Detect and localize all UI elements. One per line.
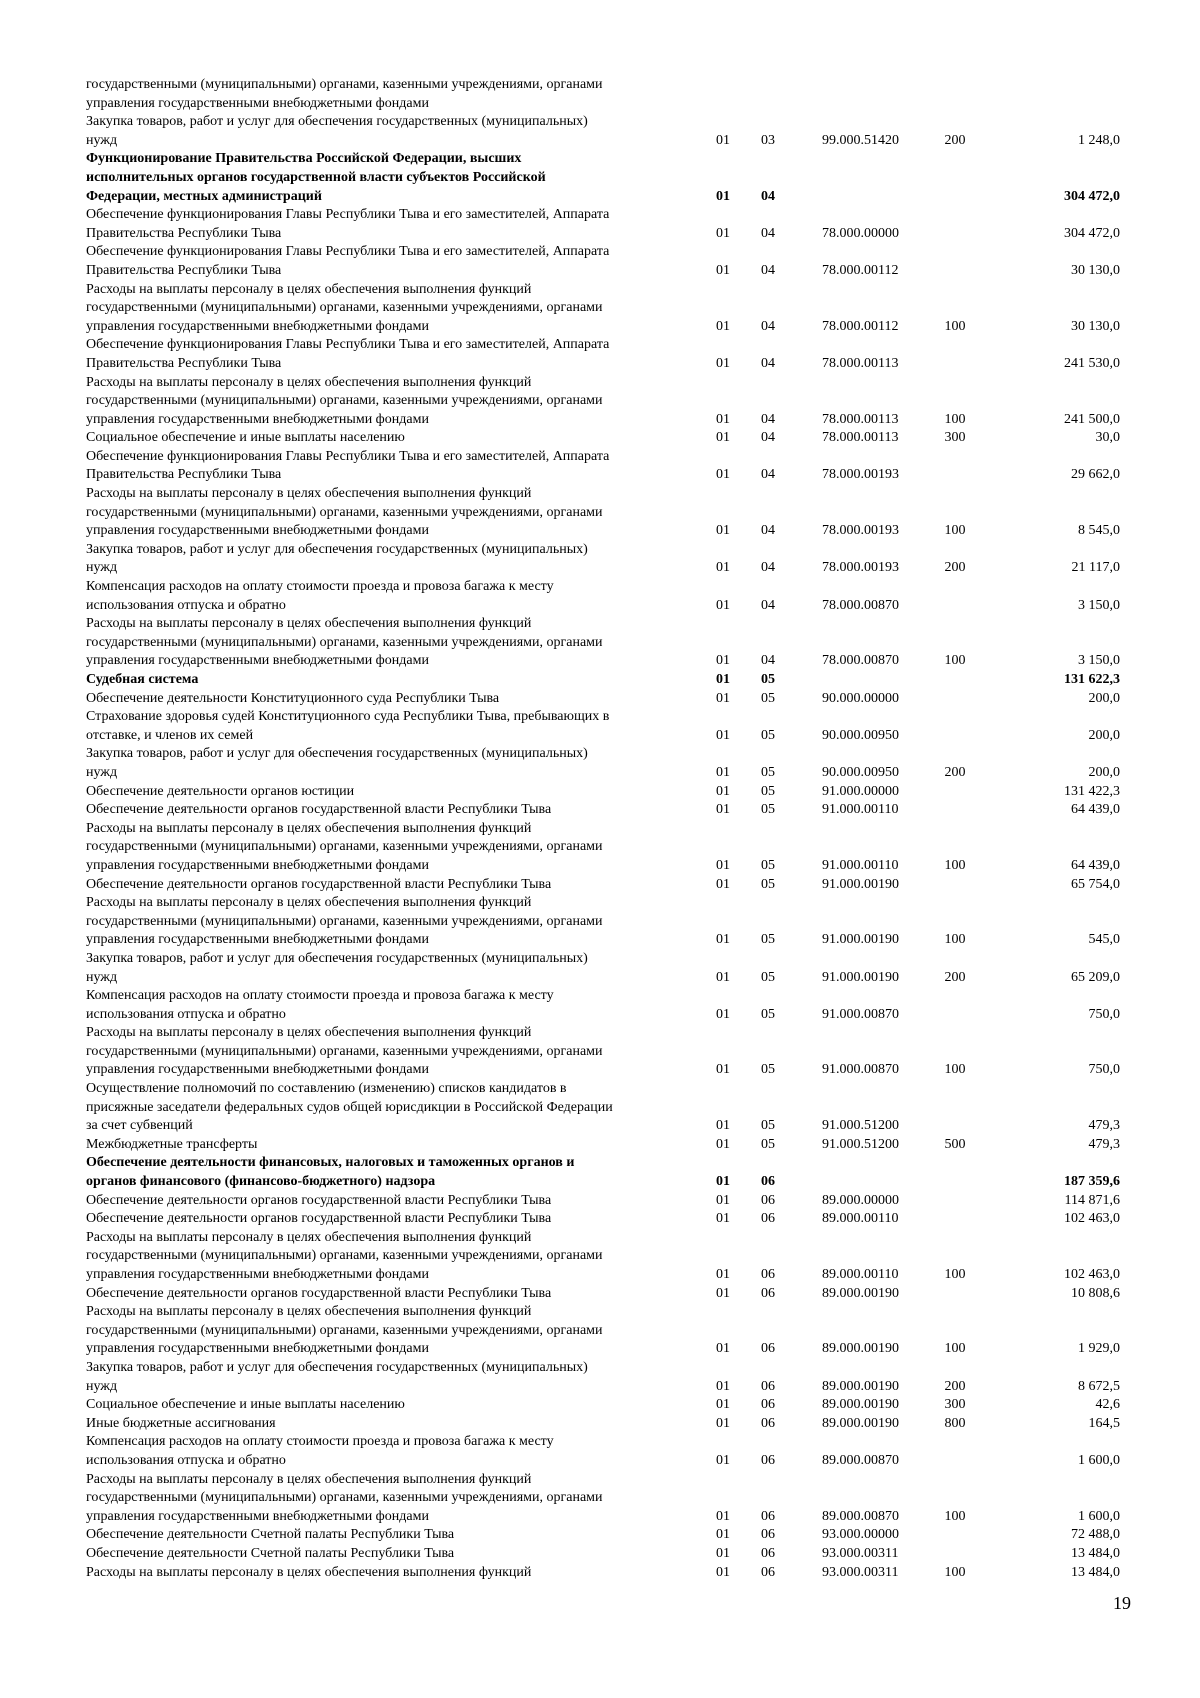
table-row — [86, 987, 1120, 1024]
row-name: Обеспечение деятельности органов государственной власти Республики Тыва — [86, 1211, 552, 1227]
row-expense-type: 200 — [944, 764, 966, 780]
row-subsection-code: 06 — [761, 1397, 775, 1413]
row-name: Обеспечение деятельности органов государственной власти Республики Тыва — [86, 1285, 552, 1301]
row-section-code: 01 — [716, 1341, 730, 1357]
row-name: Расходы на выплаты персоналу в целях обеспечения выполнения функций государственными (муниципальными) органами, казенными учреждениями, органами управления государственными внебюджетными фондами — [86, 820, 603, 873]
row-name: Расходы на выплаты персоналу в целях обеспечения выполнения функций государственными (муниципальными) органами, казенными учреждениями, органами управления государственными внебюджетными фондами — [86, 895, 603, 948]
row-target-article: 78.000.00870 — [822, 653, 899, 669]
row-section-code: 01 — [716, 1527, 730, 1543]
row-target-article: 89.000.00870 — [822, 1452, 899, 1468]
row-expense-type: 100 — [944, 1508, 966, 1524]
row-section-code: 01 — [716, 1452, 730, 1468]
table-row — [86, 690, 1120, 709]
row-amount: 13 484,0 — [1071, 1564, 1120, 1580]
row-section-code: 01 — [716, 1285, 730, 1301]
row-expense-type: 100 — [944, 1267, 966, 1282]
row-subsection-code: 06 — [761, 1192, 775, 1208]
row-section-code: 01 — [716, 1211, 730, 1227]
row-target-article: 89.000.00190 — [822, 1378, 899, 1394]
row-name: государственными (муниципальными) органами, казенными учреждениями, органами управления государственными внебюджетными фондами — [86, 77, 603, 111]
row-amount: 3 150,0 — [1078, 653, 1120, 669]
row-subsection-code: 05 — [761, 969, 775, 985]
row-target-article: 78.000.00113 — [822, 430, 899, 446]
row-amount: 8 672,5 — [1078, 1378, 1120, 1394]
table-row — [86, 281, 1120, 337]
row-subsection-code: 04 — [761, 318, 775, 334]
row-amount: 42,6 — [1095, 1397, 1120, 1413]
table-row — [86, 578, 1120, 615]
row-target-article: 91.000.00870 — [822, 1006, 899, 1022]
row-section-code: 01 — [716, 672, 730, 687]
table-row — [86, 708, 1120, 745]
row-expense-type: 100 — [944, 1564, 966, 1580]
table-row — [86, 1564, 1120, 1583]
row-name: Обеспечение деятельности финансовых, налоговых и таможенных органов и органов финансового (финансово-бюджетного) надзора — [86, 1155, 575, 1190]
table-row — [86, 615, 1120, 671]
table-row — [86, 429, 1120, 448]
row-section-code: 01 — [716, 467, 730, 483]
row-expense-type: 100 — [944, 318, 966, 334]
row-target-article: 93.000.00311 — [822, 1564, 899, 1580]
table-row — [86, 374, 1120, 430]
table-row — [86, 950, 1120, 987]
row-name: Обеспечение функционирования Главы Республики Тыва и его заместителей, Аппарата Правительства Республики Тыва — [86, 448, 610, 483]
row-section-code: 01 — [716, 876, 730, 892]
row-target-article: 93.000.00311 — [822, 1545, 899, 1561]
row-subsection-code: 06 — [761, 1174, 775, 1190]
row-amount: 187 359,6 — [1064, 1174, 1120, 1190]
row-amount: 29 662,0 — [1071, 467, 1120, 483]
row-subsection-code: 06 — [761, 1527, 775, 1543]
row-target-article: 89.000.00000 — [822, 1192, 899, 1208]
row-expense-type: 100 — [944, 411, 966, 427]
row-name: Расходы на выплаты персоналу в целях обеспечения выполнения функций государственными (муниципальными) органами, казенными учреждениями, органами управления государственными внебюджетными фондами — [86, 486, 603, 539]
row-name: Обеспечение деятельности Конституционного суда Республики Тыва — [86, 690, 500, 706]
table-row — [86, 820, 1120, 876]
row-amount: 750,0 — [1088, 1062, 1120, 1078]
row-amount: 164,5 — [1088, 1415, 1120, 1431]
row-subsection-code: 04 — [761, 355, 775, 371]
row-subsection-code: 04 — [761, 411, 775, 427]
row-name: Обеспечение деятельности органов государственной власти Республики Тыва — [86, 802, 552, 818]
row-name: Обеспечение деятельности органов государственной власти Республики Тыва — [86, 1192, 552, 1208]
row-amount: 65 754,0 — [1071, 876, 1120, 892]
row-amount: 30,0 — [1095, 430, 1120, 446]
row-target-article: 91.000.51200 — [822, 1136, 899, 1152]
row-section-code: 01 — [716, 411, 730, 427]
row-amount: 479,3 — [1088, 1136, 1120, 1152]
row-subsection-code: 04 — [761, 225, 775, 241]
row-name: Социальное обеспечение и иные выплаты населению — [86, 1397, 405, 1413]
table-row — [86, 1433, 1120, 1470]
row-section-code: 01 — [716, 262, 730, 278]
row-subsection-code: 06 — [761, 1508, 775, 1524]
row-target-article: 78.000.00112 — [822, 262, 899, 278]
row-target-article: 91.000.51200 — [822, 1118, 899, 1134]
row-subsection-code: 05 — [761, 1136, 775, 1152]
row-subsection-code: 04 — [761, 523, 775, 539]
row-target-article: 91.000.00190 — [822, 876, 899, 892]
row-target-article: 89.000.00110 — [822, 1211, 899, 1227]
row-section-code: 01 — [716, 1062, 730, 1078]
row-name: Иные бюджетные ассигнования — [86, 1415, 276, 1431]
row-subsection-code: 04 — [761, 467, 775, 483]
table-row — [86, 541, 1120, 578]
row-target-article: 91.000.00110 — [822, 857, 899, 873]
row-target-article: 89.000.00190 — [822, 1397, 899, 1413]
row-expense-type: 100 — [944, 932, 966, 948]
row-target-article: 90.000.00000 — [822, 690, 899, 706]
row-subsection-code: 04 — [761, 597, 775, 613]
row-subsection-code: 06 — [761, 1378, 775, 1394]
row-amount: 64 439,0 — [1071, 802, 1120, 818]
row-amount: 545,0 — [1088, 932, 1120, 948]
table-row — [86, 243, 1120, 280]
row-target-article: 78.000.00113 — [822, 355, 899, 371]
row-expense-type: 200 — [944, 969, 966, 985]
row-section-code: 01 — [716, 188, 730, 204]
row-subsection-code: 05 — [761, 690, 775, 706]
row-expense-type: 800 — [944, 1415, 966, 1431]
table-row — [86, 1192, 1120, 1211]
row-section-code: 01 — [716, 802, 730, 818]
row-target-article: 78.000.00193 — [822, 523, 899, 539]
row-subsection-code: 06 — [761, 1415, 775, 1431]
row-subsection-code: 04 — [761, 560, 775, 576]
row-amount: 3 150,0 — [1078, 597, 1120, 613]
row-section-code: 01 — [716, 597, 730, 613]
row-target-article: 91.000.00870 — [822, 1062, 899, 1078]
row-amount: 241 530,0 — [1064, 355, 1120, 371]
row-amount: 131 622,3 — [1064, 672, 1120, 687]
row-subsection-code: 05 — [761, 857, 775, 873]
table-row — [86, 336, 1120, 373]
table-row — [86, 1303, 1120, 1359]
row-amount: 102 463,0 — [1064, 1211, 1120, 1227]
row-amount: 102 463,0 — [1064, 1267, 1120, 1282]
row-amount: 1 248,0 — [1078, 132, 1120, 148]
row-amount: 200,0 — [1088, 727, 1120, 743]
row-target-article: 78.000.00193 — [822, 467, 899, 483]
row-name: Расходы на выплаты персоналу в целях обеспечения выполнения функций — [86, 1564, 532, 1580]
row-expense-type: 200 — [944, 560, 966, 576]
table-row — [86, 1415, 1120, 1434]
row-section-code: 01 — [716, 1545, 730, 1561]
row-name: Функционирование Правительства Российской Федерации, высших исполнительных органов государственной власти субъектов Российской Федерации, местных администраций — [86, 151, 546, 204]
table-row — [86, 1545, 1120, 1564]
row-target-article: 78.000.00193 — [822, 560, 899, 576]
row-subsection-code: 03 — [761, 132, 775, 148]
row-target-article: 78.000.00113 — [822, 411, 899, 427]
row-section-code: 01 — [716, 653, 730, 669]
row-subsection-code: 05 — [761, 672, 775, 687]
page-number: 19 — [1113, 1593, 1131, 1613]
row-subsection-code: 05 — [761, 1062, 775, 1078]
row-amount: 30 130,0 — [1071, 318, 1120, 334]
row-subsection-code: 05 — [761, 876, 775, 892]
budget-table — [86, 76, 1120, 1582]
row-section-code: 01 — [716, 1508, 730, 1524]
row-target-article: 89.000.00190 — [822, 1341, 899, 1357]
row-subsection-code: 06 — [761, 1452, 775, 1468]
row-subsection-code: 06 — [761, 1211, 775, 1227]
row-section-code: 01 — [716, 560, 730, 576]
row-section-code: 01 — [716, 1564, 730, 1580]
row-name: Обеспечение деятельности Счетной палаты Республики Тыва — [86, 1545, 455, 1561]
row-section-code: 01 — [716, 523, 730, 539]
row-section-code: 01 — [716, 857, 730, 873]
row-section-code: 01 — [716, 764, 730, 780]
row-section-code: 01 — [716, 225, 730, 241]
row-target-article: 91.000.00110 — [822, 802, 899, 818]
row-subsection-code: 05 — [761, 1006, 775, 1022]
row-section-code: 01 — [716, 355, 730, 371]
row-subsection-code: 05 — [761, 1118, 775, 1134]
row-target-article: 90.000.00950 — [822, 764, 899, 780]
row-target-article: 91.000.00000 — [822, 783, 899, 799]
row-name: Обеспечение деятельности Счетной палаты Республики Тыва — [86, 1527, 455, 1543]
row-amount: 8 545,0 — [1078, 523, 1120, 539]
row-expense-type: 100 — [944, 857, 966, 873]
row-amount: 200,0 — [1088, 690, 1120, 706]
row-expense-type: 100 — [944, 1341, 966, 1357]
row-name: Страхование здоровья судей Конституционного суда Республики Тыва, пребывающих в отставке, и членов их семей — [86, 709, 610, 743]
row-name: Обеспечение деятельности органов юстиции — [86, 783, 355, 799]
row-amount: 200,0 — [1088, 764, 1120, 780]
row-subsection-code: 06 — [761, 1545, 775, 1561]
table-row — [86, 1024, 1120, 1080]
row-name: Расходы на выплаты персоналу в целях обеспечения выполнения функций государственными (муниципальными) органами, казенными учреждениями, органами управления государственными внебюджетными фондами — [86, 281, 603, 334]
row-amount: 72 488,0 — [1071, 1527, 1120, 1543]
row-section-code: 01 — [716, 318, 730, 334]
table-row — [86, 1526, 1120, 1545]
row-name: Межбюджетные трансферты — [86, 1136, 258, 1152]
row-section-code: 01 — [716, 1378, 730, 1394]
row-name: Компенсация расходов на оплату стоимости проезда и провоза багажа к месту использования отпуска и обратно — [86, 1434, 554, 1468]
row-name: Обеспечение функционирования Главы Республики Тыва и его заместителей, Аппарата Правительства Республики Тыва — [86, 244, 610, 278]
row-target-article: 78.000.00870 — [822, 597, 899, 613]
row-section-code: 01 — [716, 932, 730, 948]
row-amount: 131 422,3 — [1064, 783, 1120, 799]
row-amount: 13 484,0 — [1071, 1545, 1120, 1561]
table-row — [86, 485, 1120, 541]
row-name: Осуществление полномочий по составлению (изменению) списков кандидатов в присяжные заседатели федеральных судов общей юрисдикции в Российской Федерации за счет субвенций — [86, 1081, 613, 1134]
section-row — [86, 671, 1120, 690]
row-subsection-code: 05 — [761, 783, 775, 799]
row-name: Расходы на выплаты персоналу в целях обеспечения выполнения функций государственными (муниципальными) органами, казенными учреждениями, органами управления государственными внебюджетными фондами — [86, 374, 603, 427]
row-subsection-code: 06 — [761, 1341, 775, 1357]
table-row — [86, 783, 1120, 802]
row-subsection-code: 06 — [761, 1267, 775, 1282]
row-name: Расходы на выплаты персоналу в целях обеспечения выполнения функций государственными (муниципальными) органами, казенными учреждениями, органами управления государственными внебюджетными фондами — [86, 1229, 603, 1282]
row-target-article: 78.000.00112 — [822, 318, 899, 334]
row-name: Закупка товаров, работ и услуг для обеспечения государственных (муниципальных) нужд — [86, 746, 588, 780]
row-subsection-code: 06 — [761, 1285, 775, 1301]
row-name: Компенсация расходов на оплату стоимости проезда и провоза багажа к месту использования отпуска и обратно — [86, 579, 554, 613]
row-section-code: 01 — [716, 1118, 730, 1134]
table-row — [86, 1471, 1120, 1527]
row-target-article: 93.000.00000 — [822, 1527, 899, 1543]
row-target-article: 89.000.00190 — [822, 1415, 899, 1431]
row-name: Компенсация расходов на оплату стоимости проезда и провоза багажа к месту использования отпуска и обратно — [86, 988, 554, 1022]
table-row — [86, 801, 1120, 820]
row-name: Обеспечение функционирования Главы Республики Тыва и его заместителей, Аппарата Правительства Республики Тыва — [86, 207, 610, 241]
row-name: Закупка товаров, работ и услуг для обеспечения государственных (муниципальных) нужд — [86, 950, 588, 985]
table-row — [86, 1136, 1120, 1155]
table-row — [86, 1229, 1120, 1285]
table-row — [86, 76, 1116, 113]
row-section-code: 01 — [716, 430, 730, 446]
row-subsection-code: 05 — [761, 727, 775, 743]
row-section-code: 01 — [716, 727, 730, 743]
row-section-code: 01 — [716, 1174, 730, 1190]
row-target-article: 78.000.00000 — [822, 225, 899, 241]
row-name: Закупка товаров, работ и услуг для обеспечения государственных (муниципальных) нужд — [86, 541, 588, 576]
row-amount: 10 808,6 — [1071, 1285, 1120, 1301]
table-row — [86, 876, 1120, 895]
row-section-code: 01 — [716, 1267, 730, 1282]
row-name: Закупка товаров, работ и услуг для обеспечения государственных (муниципальных) нужд — [86, 1359, 588, 1394]
row-amount: 65 209,0 — [1071, 969, 1120, 985]
row-section-code: 01 — [716, 132, 730, 148]
table-row — [86, 1210, 1120, 1229]
row-target-article: 91.000.00190 — [822, 969, 899, 985]
row-expense-type: 100 — [944, 653, 966, 669]
row-name: Расходы на выплаты персоналу в целях обеспечения выполнения функций государственными (муниципальными) органами, казенными учреждениями, органами управления государственными внебюджетными фондами — [86, 616, 603, 669]
section-row — [86, 1154, 1120, 1191]
row-expense-type: 200 — [944, 1378, 966, 1394]
row-name: Обеспечение функционирования Главы Республики Тыва и его заместителей, Аппарата Правительства Республики Тыва — [86, 337, 610, 371]
row-expense-type: 300 — [944, 430, 966, 446]
row-amount: 241 500,0 — [1064, 411, 1120, 427]
row-section-code: 01 — [716, 783, 730, 799]
row-subsection-code: 04 — [761, 430, 775, 446]
row-expense-type: 200 — [944, 132, 966, 148]
row-target-article: 99.000.51420 — [822, 132, 899, 148]
row-section-code: 01 — [716, 690, 730, 706]
row-amount: 1 600,0 — [1078, 1452, 1120, 1468]
row-amount: 479,3 — [1088, 1118, 1120, 1134]
row-section-code: 01 — [716, 969, 730, 985]
row-name: Расходы на выплаты персоналу в целях обеспечения выполнения функций государственными (муниципальными) органами, казенными учреждениями, органами управления государственными внебюджетными фондами — [86, 1304, 603, 1357]
row-expense-type: 100 — [944, 523, 966, 539]
row-section-code: 01 — [716, 1415, 730, 1431]
row-target-article: 90.000.00950 — [822, 727, 899, 743]
table-row — [86, 113, 1120, 150]
row-name: Обеспечение деятельности органов государственной власти Республики Тыва — [86, 876, 552, 892]
row-amount: 1 600,0 — [1078, 1508, 1120, 1524]
row-target-article: 91.000.00190 — [822, 932, 899, 948]
row-amount: 304 472,0 — [1064, 188, 1120, 204]
row-amount: 1 929,0 — [1078, 1341, 1120, 1357]
row-name: Расходы на выплаты персоналу в целях обеспечения выполнения функций государственными (муниципальными) органами, казенными учреждениями, органами управления государственными внебюджетными фондами — [86, 1471, 603, 1524]
row-amount: 114 871,6 — [1064, 1192, 1120, 1208]
table-row — [86, 745, 1120, 782]
row-target-article: 89.000.00190 — [822, 1285, 899, 1301]
row-subsection-code: 04 — [761, 653, 775, 669]
row-name: Расходы на выплаты персоналу в целях обеспечения выполнения функций государственными (муниципальными) органами, казенными учреждениями, органами управления государственными внебюджетными фондами — [86, 1025, 603, 1078]
row-name: Закупка товаров, работ и услуг для обеспечения государственных (муниципальных) нужд — [86, 114, 588, 148]
row-subsection-code: 05 — [761, 764, 775, 780]
table-row — [86, 894, 1120, 950]
row-amount: 304 472,0 — [1064, 225, 1120, 241]
row-subsection-code: 05 — [761, 932, 775, 948]
table-row — [86, 1285, 1120, 1304]
row-subsection-code: 05 — [761, 802, 775, 818]
table-row — [86, 1359, 1120, 1396]
row-expense-type: 300 — [944, 1397, 966, 1413]
row-section-code: 01 — [716, 1006, 730, 1022]
row-amount: 21 117,0 — [1071, 560, 1120, 576]
table-row — [86, 1080, 1120, 1136]
row-expense-type: 100 — [944, 1062, 966, 1078]
row-section-code: 01 — [716, 1136, 730, 1152]
row-amount: 64 439,0 — [1071, 857, 1120, 873]
table-row — [86, 1396, 1120, 1415]
row-amount: 750,0 — [1088, 1006, 1120, 1022]
table-row — [86, 206, 1120, 243]
row-name: Социальное обеспечение и иные выплаты населению — [86, 430, 405, 446]
row-amount: 30 130,0 — [1071, 262, 1120, 278]
row-section-code: 01 — [716, 1397, 730, 1413]
section-row — [86, 150, 1120, 206]
row-target-article: 89.000.00870 — [822, 1508, 899, 1524]
row-section-code: 01 — [716, 1192, 730, 1208]
row-target-article: 89.000.00110 — [822, 1267, 899, 1282]
table-row — [86, 448, 1120, 485]
row-expense-type: 500 — [944, 1136, 966, 1152]
row-subsection-code: 04 — [761, 188, 775, 204]
row-name: Судебная система — [86, 672, 199, 687]
row-subsection-code: 06 — [761, 1564, 775, 1580]
row-subsection-code: 04 — [761, 262, 775, 278]
